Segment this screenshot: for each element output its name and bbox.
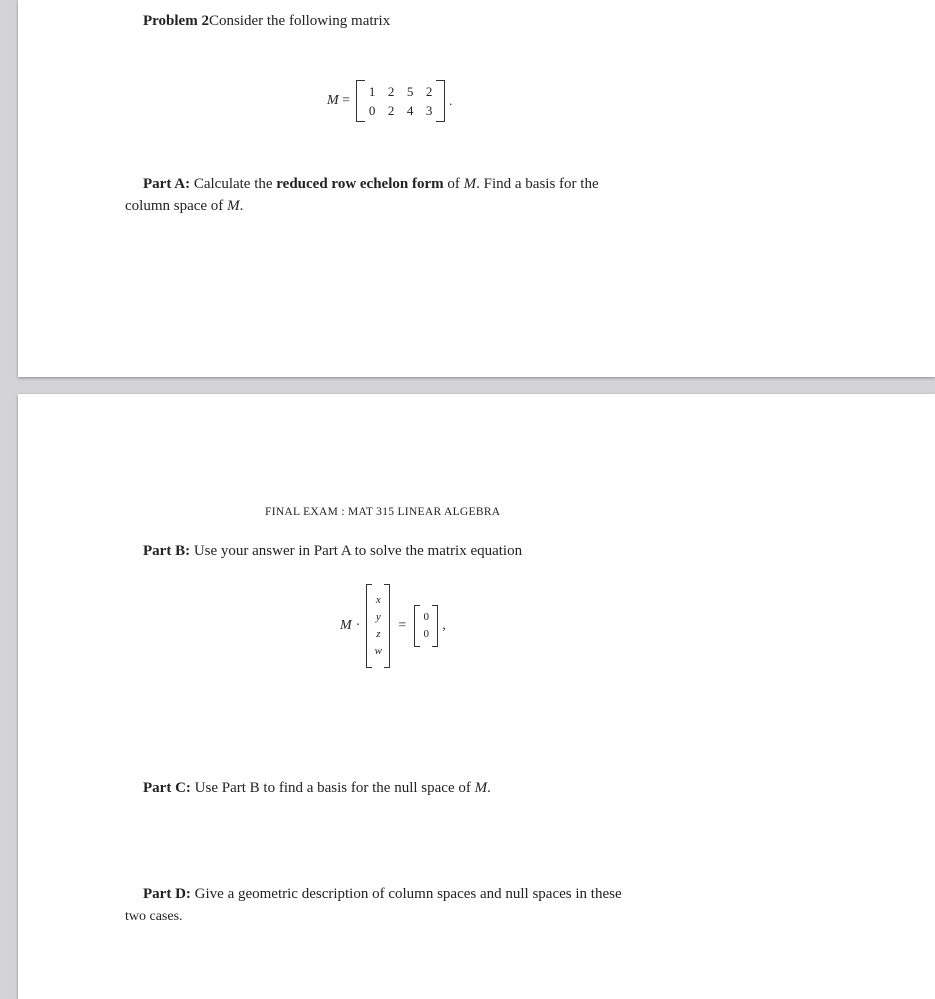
eq-equals: = bbox=[398, 618, 407, 633]
matrix-row bbox=[368, 103, 433, 119]
partA-line2-M: M bbox=[227, 198, 240, 214]
partD-line1 bbox=[143, 884, 622, 905]
partA-line2 bbox=[125, 196, 243, 217]
partA-text2: of bbox=[443, 176, 464, 192]
matrix-entry: 5 bbox=[406, 83, 414, 99]
matrix-right-bracket bbox=[436, 80, 445, 122]
partC-line bbox=[143, 778, 491, 799]
matrix-name: M bbox=[327, 93, 339, 108]
partA-line1 bbox=[143, 174, 599, 195]
unknown-entry: z bbox=[376, 628, 381, 640]
zero-vector bbox=[414, 605, 438, 647]
problem-intro: Consider the following matrix bbox=[208, 13, 391, 29]
partD-label: Part D: bbox=[143, 886, 191, 902]
partA-text3: . Find a basis for the bbox=[476, 176, 599, 192]
matrix-left-bracket bbox=[356, 80, 365, 122]
equals-sign: = bbox=[342, 93, 351, 108]
partC-M: M bbox=[474, 780, 488, 796]
partA-line2-end: . bbox=[239, 198, 244, 214]
matrix-M-display bbox=[327, 80, 452, 122]
matrix-row bbox=[368, 84, 433, 100]
unknown-vector bbox=[366, 584, 390, 668]
partA-text1: Calculate the bbox=[190, 176, 277, 192]
matrix-period: . bbox=[449, 93, 453, 108]
zero-right-bracket bbox=[432, 605, 438, 647]
matrix-entry: 0 bbox=[368, 102, 376, 118]
unknown-entry: y bbox=[375, 611, 381, 623]
partA-M: M bbox=[463, 176, 477, 192]
partC-label: Part C: bbox=[143, 780, 191, 796]
zero-entry: 0 bbox=[423, 628, 429, 640]
pdf-page-2 bbox=[18, 394, 935, 999]
unknown-entries bbox=[372, 588, 384, 664]
exam-header: FINAL EXAM : MAT 315 LINEAR ALGEBRA bbox=[265, 506, 501, 518]
matrix-entry: 4 bbox=[406, 102, 414, 118]
partB-text: Use your answer in Part A to solve the matrix equation bbox=[190, 543, 523, 559]
partA-bold: reduced row echelon form bbox=[276, 176, 444, 192]
unknown-entry: x bbox=[375, 594, 381, 606]
eq-comma: , bbox=[442, 618, 446, 633]
vector-right-bracket bbox=[384, 584, 390, 668]
matrix-body bbox=[365, 84, 436, 119]
zero-entries bbox=[420, 607, 432, 645]
eq-dot: · bbox=[355, 618, 361, 633]
problem-heading bbox=[143, 11, 390, 32]
partA-label: Part A: bbox=[143, 176, 191, 192]
unknown-entry: w bbox=[374, 645, 383, 657]
eq-M: M bbox=[340, 618, 352, 633]
problem-label: Problem 2 bbox=[143, 13, 209, 29]
partD-text: Give a geometric description of column spaces and null spaces in these bbox=[190, 886, 622, 902]
matrix-entry: 2 bbox=[387, 83, 395, 99]
partD-line2: two cases. bbox=[125, 909, 183, 924]
partB-label: Part B: bbox=[143, 543, 191, 559]
partA-line2-text: column space of bbox=[125, 198, 228, 214]
partB-line bbox=[143, 541, 522, 562]
partC-text: Use Part B to find a basis for the null space of bbox=[190, 780, 475, 796]
partC-end: . bbox=[487, 780, 491, 796]
matrix-entry: 2 bbox=[425, 83, 433, 99]
matrix-equation bbox=[340, 584, 446, 668]
matrix-entry: 1 bbox=[368, 83, 376, 99]
matrix-entry: 3 bbox=[425, 102, 433, 118]
matrix-entry: 2 bbox=[387, 102, 395, 118]
pdf-page-1 bbox=[18, 0, 935, 377]
matrix-lhs bbox=[327, 93, 350, 109]
zero-entry: 0 bbox=[423, 611, 429, 623]
